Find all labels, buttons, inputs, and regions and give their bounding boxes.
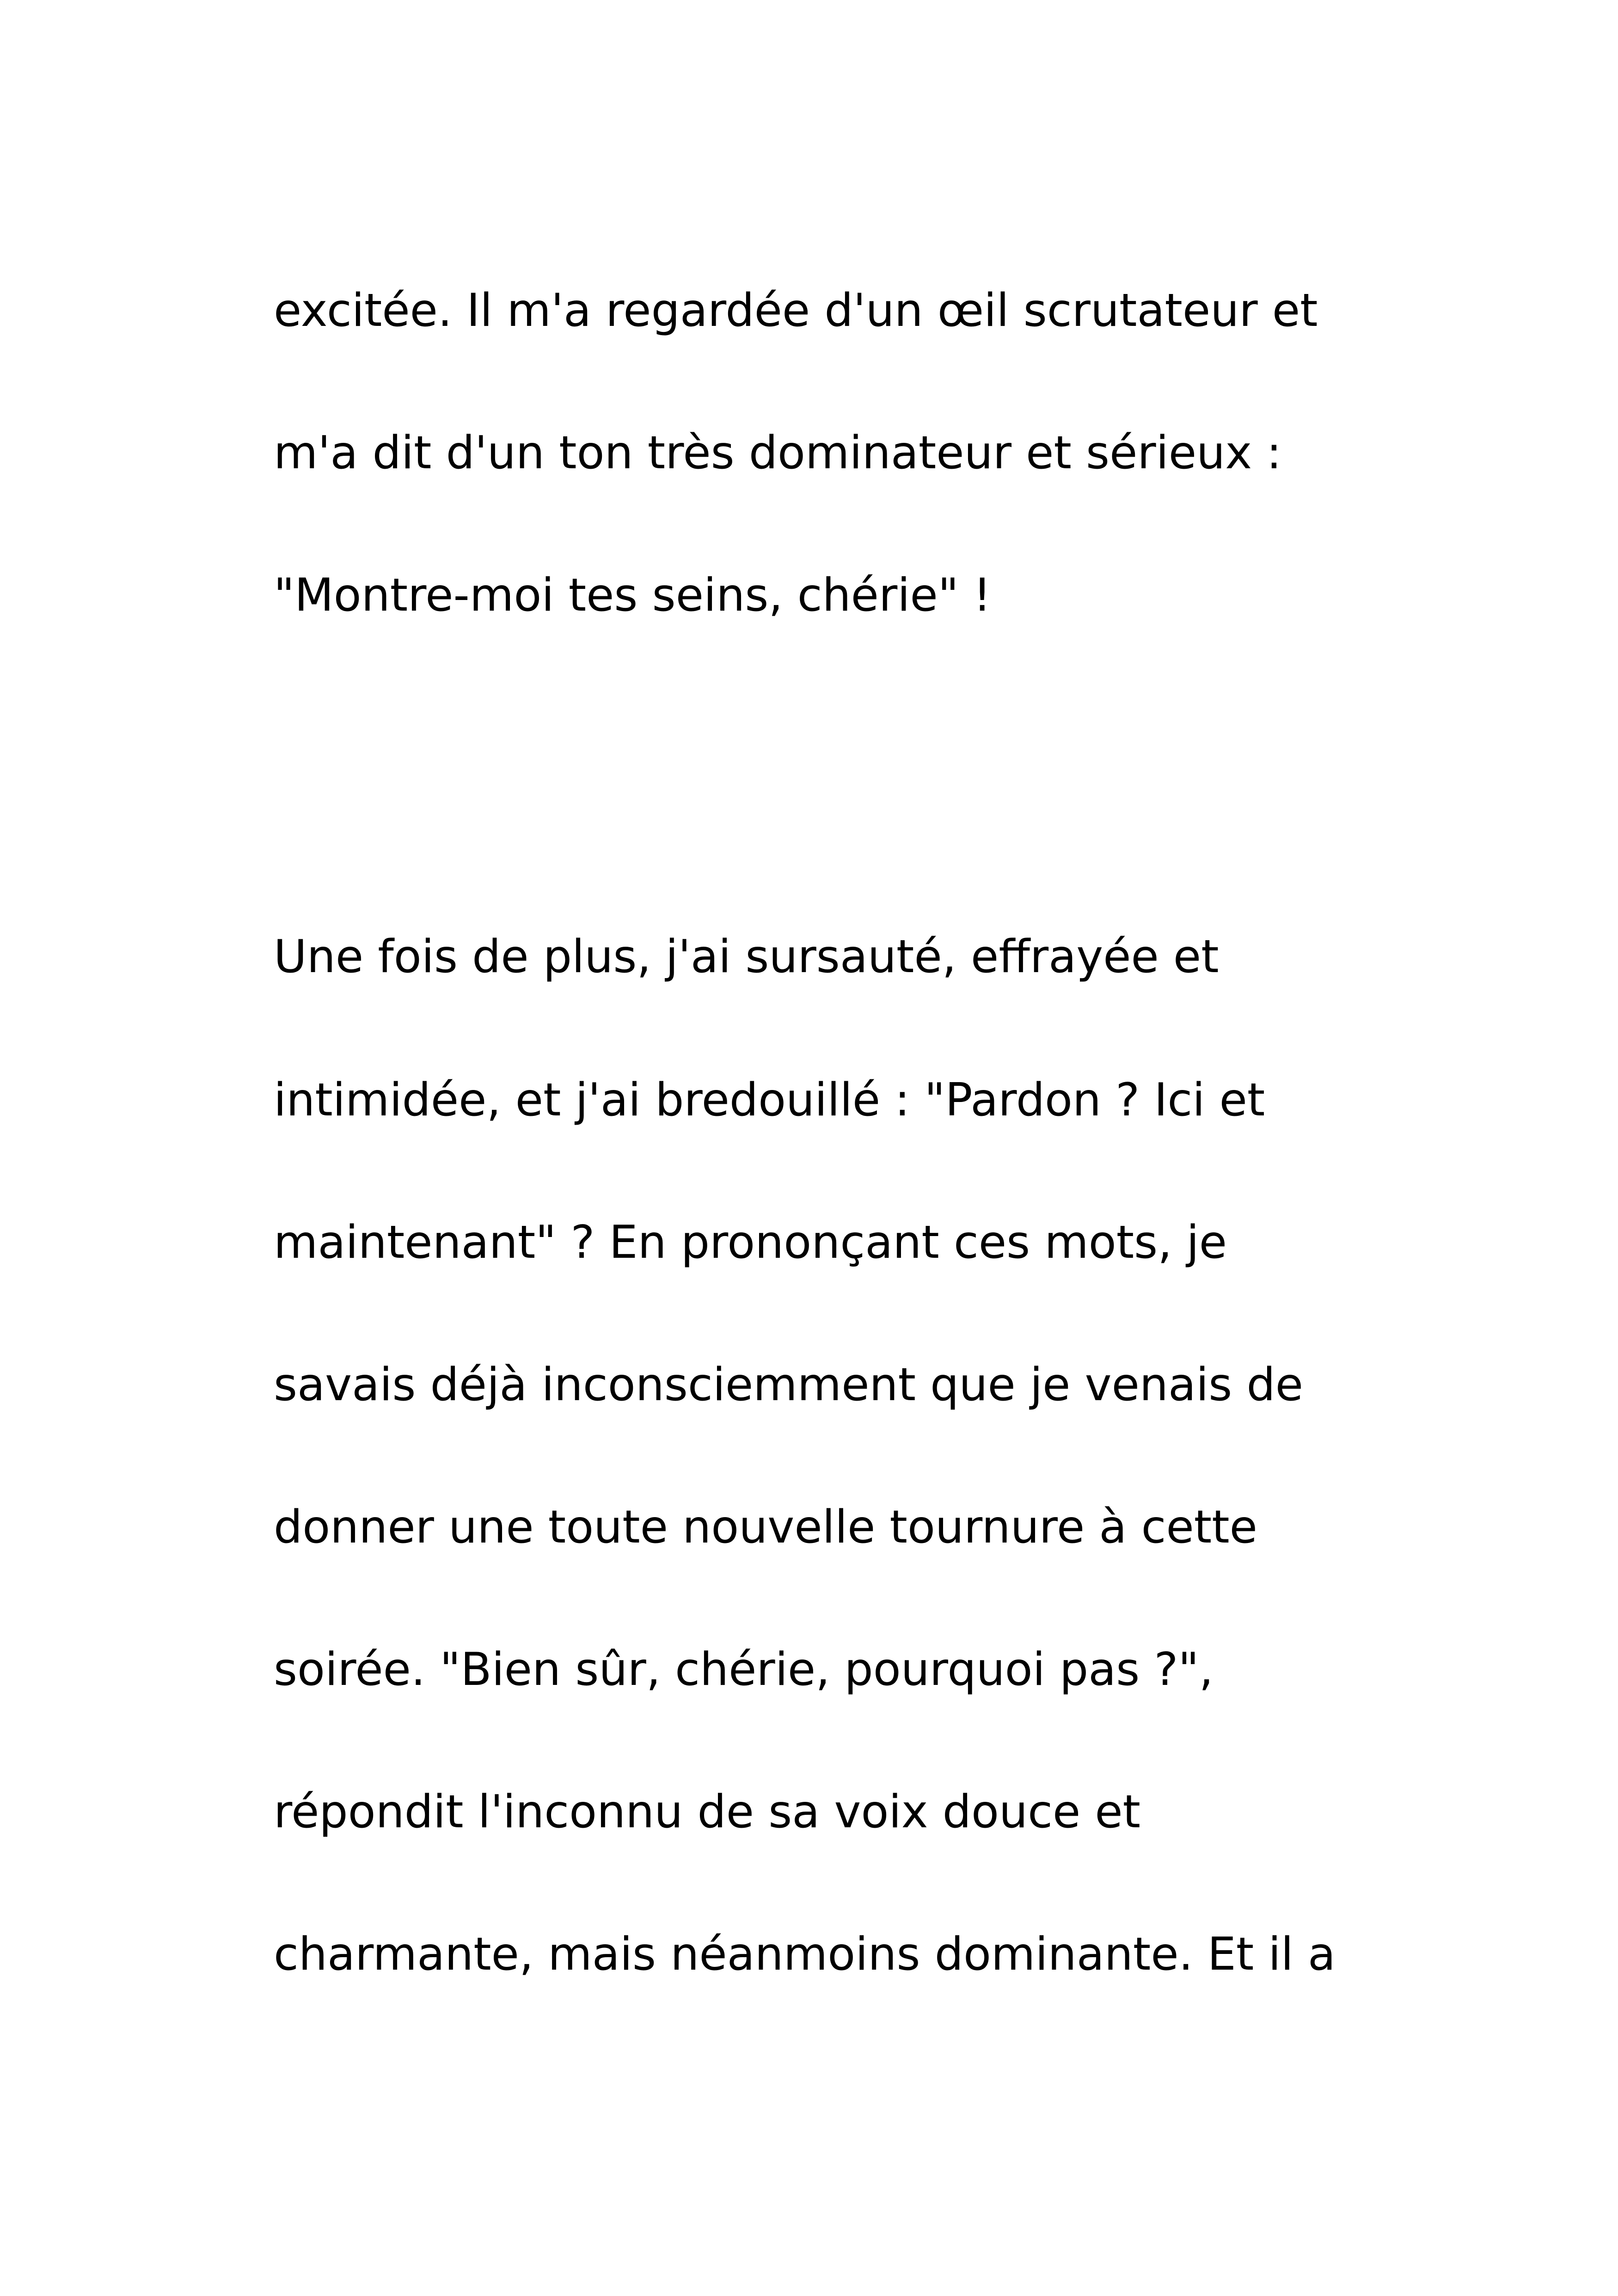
text-line: charmante, mais néanmoins dominante. Et il a — [274, 1928, 1336, 1981]
text-line: m'a dit d'un ton très dominateur et sérieux : — [274, 427, 1282, 479]
text-line: donner une toute nouvelle tournure à cette — [274, 1501, 1257, 1554]
text-line: "Montre-moi tes seins, chérie" ! — [274, 569, 992, 622]
text-line: intimidée, et j'ai bredouillé : "Pardon ? Ici et — [274, 1074, 1265, 1127]
text-line: soirée. "Bien sûr, chérie, pourquoi pas ?", — [274, 1643, 1214, 1696]
text-line: excitée. Il m'a regardée d'un œil scrutateur et — [274, 284, 1318, 337]
text-line: savais déjà inconsciemment que je venais de — [274, 1359, 1304, 1411]
text-line: maintenant" ? En prononçant ces mots, je — [274, 1216, 1227, 1269]
text-line: Une fois de plus, j'ai sursauté, effrayée et — [274, 931, 1219, 983]
text-line: répondit l'inconnu de sa voix douce et — [274, 1786, 1141, 1838]
